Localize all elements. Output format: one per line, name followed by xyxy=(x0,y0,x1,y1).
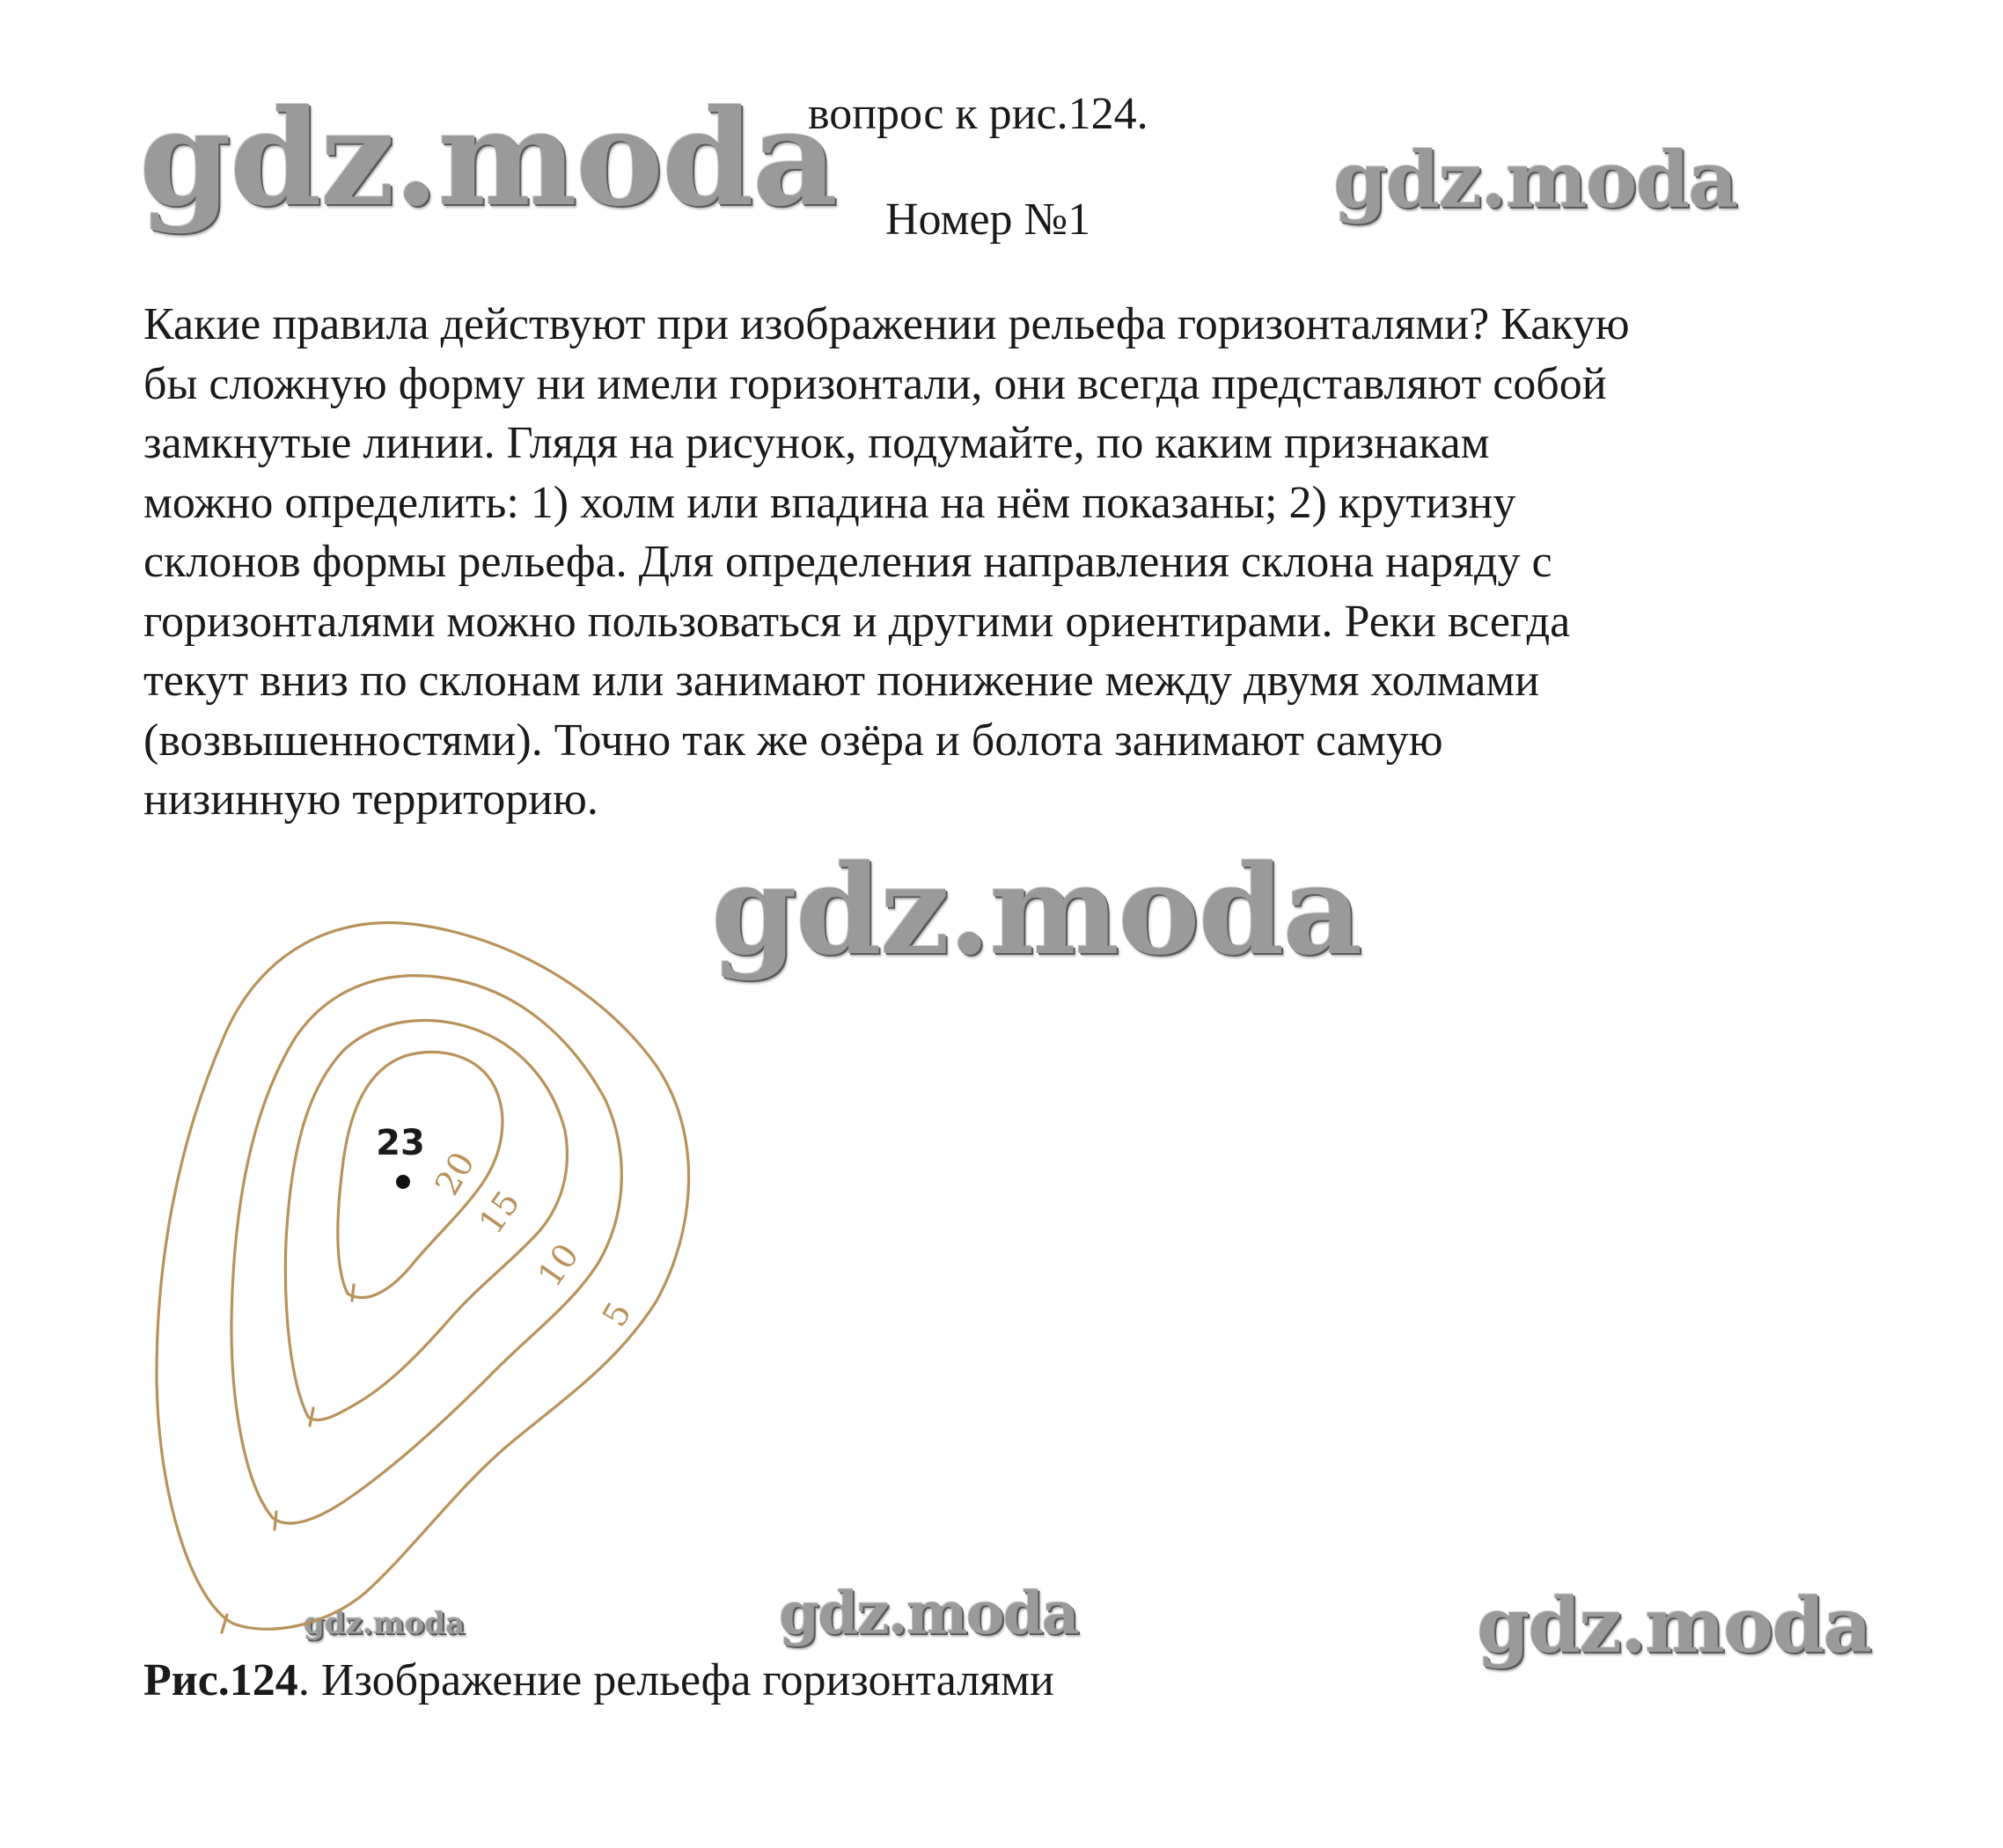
contour-map-figure xyxy=(132,880,713,1654)
contour-label-20: 20 xyxy=(427,1145,482,1202)
text-line: можно определить: 1) холм или впадина на нём показаны; 2) крутизну xyxy=(143,477,1516,528)
summit-point xyxy=(396,1175,410,1189)
text-line: текут вниз по склонам или занимают понижение между двумя холмами xyxy=(143,656,1540,706)
task-number: Номер №1 xyxy=(885,194,1091,245)
slope-tick xyxy=(352,1285,354,1301)
contour-label-15: 15 xyxy=(471,1184,528,1241)
question-reference: вопрос к рис.124. xyxy=(808,89,1148,139)
contour-label-5: 5 xyxy=(594,1295,639,1333)
watermark-logo: gdz.moda xyxy=(711,839,1361,983)
slope-tick xyxy=(275,1512,276,1529)
contour-label-10: 10 xyxy=(530,1236,587,1294)
watermark-logo: gdz.moda xyxy=(304,1606,466,1641)
figure-caption-text: . Изображение рельефа горизонталями xyxy=(297,1655,1054,1705)
contour-line-5 xyxy=(157,923,689,1630)
text-line: низинную территорию. xyxy=(143,774,598,825)
text-line: замкнутые линии. Глядя на рисунок, подумайте, по каким признакам xyxy=(143,418,1490,468)
text-line: Какие правила действуют при изображении рельефа горизонталями? Какую xyxy=(143,299,1630,349)
text-line: склонов формы рельефа. Для определения направления склона наряду с xyxy=(143,537,1552,587)
watermark-logo: gdz.moda xyxy=(779,1579,1078,1647)
watermark-logo: gdz.moda xyxy=(1333,134,1737,225)
contour-line-20 xyxy=(338,1052,503,1297)
contour-line-15 xyxy=(285,1021,567,1420)
watermark-logo: gdz.moda xyxy=(1477,1581,1871,1670)
figure-caption-label: Рис.124 xyxy=(143,1655,298,1705)
summit-elevation-label: 23 xyxy=(376,1123,425,1163)
question-text xyxy=(143,295,1904,830)
watermark-logo: gdz.moda xyxy=(139,81,837,236)
text-line: (возвышенностями). Точно так же озёра и болота занимают самую xyxy=(143,715,1443,766)
slope-tick xyxy=(310,1408,313,1426)
text-line: горизонталями можно пользоваться и другими ориентирами. Реки всегда xyxy=(143,596,1571,647)
text-line: бы сложную форму ни имели горизонтали, они всегда представляют собой xyxy=(143,358,1607,409)
figure-caption xyxy=(143,1654,1054,1707)
